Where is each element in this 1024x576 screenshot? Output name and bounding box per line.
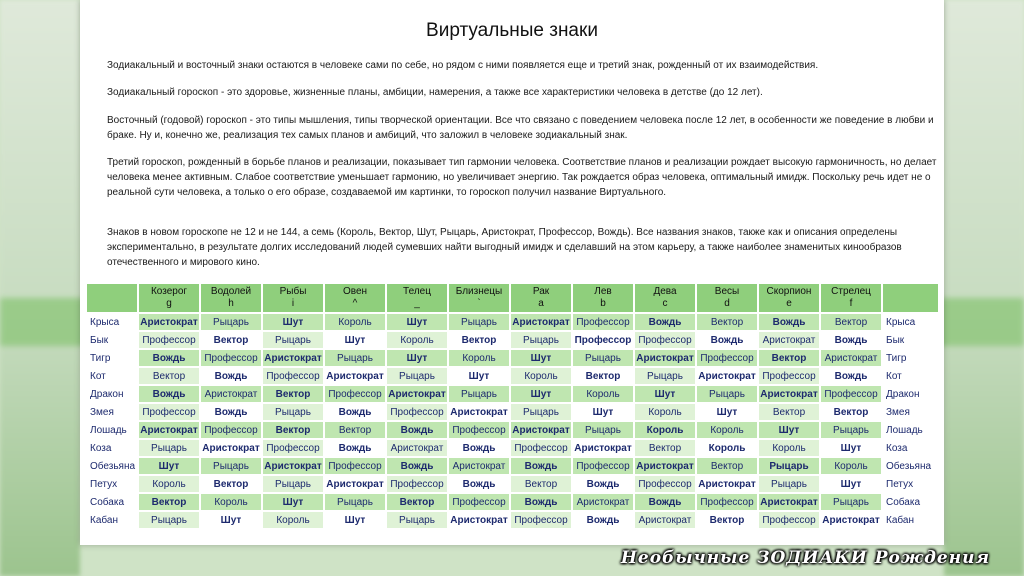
background-right bbox=[944, 0, 1024, 576]
table-cell: Аристократ bbox=[635, 350, 695, 366]
table-cell: Вождь bbox=[697, 332, 757, 348]
column-header bbox=[449, 284, 509, 312]
table-cell: Профессор bbox=[573, 332, 633, 348]
background-left bbox=[0, 0, 80, 576]
paragraph-1: Зодиакальный и восточный знаки остаются в человеке сами по себе, но рядом с ними появляется еще и третий знак, рожденный от их взаимодействия. bbox=[107, 60, 819, 71]
paragraph-4: Третий гороскоп, рожденный в борьбе планов и реализации, показывает тип гармонии человека. Соответствие планов и реализации рождает высокую гармоничность, но делает человека менее активным. Слабое соответствие уменьшает гармонию, но увеличивает энергию. Так рождается образ человека, оптимальный имидж. Поскольку речь идет не о реальной сути человека, а только о его образе, создаваемой им картинки, то гороскоп получил название Виртуального. bbox=[107, 157, 937, 198]
row-label-right: Лошадь bbox=[883, 422, 938, 438]
table-cell: Аристократ bbox=[821, 512, 881, 528]
table-cell: Профессор bbox=[449, 422, 509, 438]
table-cell: Профессор bbox=[449, 494, 509, 510]
table-cell: Профессор bbox=[139, 332, 199, 348]
row-label: Коза bbox=[87, 440, 137, 456]
column-header-symbol: a bbox=[538, 298, 544, 309]
table-cell: Профессор bbox=[697, 350, 757, 366]
table-cell: Шут bbox=[139, 458, 199, 474]
row-label: Змея bbox=[87, 404, 137, 420]
table-cell: Профессор bbox=[263, 440, 323, 456]
table-cell: Король bbox=[325, 314, 385, 330]
column-header-name: Овен bbox=[342, 286, 368, 297]
table-cell: Аристократ bbox=[449, 512, 509, 528]
table-cell: Аристократ bbox=[635, 458, 695, 474]
table-row bbox=[87, 350, 938, 366]
table-cell: Вождь bbox=[511, 458, 571, 474]
row-label-right: Кот bbox=[883, 368, 938, 384]
table-cell: Король bbox=[387, 332, 447, 348]
table-cell: Вектор bbox=[263, 386, 323, 402]
table-cell: Шут bbox=[387, 314, 447, 330]
table-cell: Профессор bbox=[511, 440, 571, 456]
table-cell: Вектор bbox=[573, 368, 633, 384]
table-cell: Аристократ bbox=[201, 386, 261, 402]
table-cell: Аристократ bbox=[511, 314, 571, 330]
table-cell: Шут bbox=[449, 368, 509, 384]
row-label: Кабан bbox=[87, 512, 137, 528]
table-cell: Рыцарь bbox=[387, 512, 447, 528]
table-cell: Профессор bbox=[573, 458, 633, 474]
table-row bbox=[87, 458, 938, 474]
table-cell: Шут bbox=[573, 404, 633, 420]
table-cell: Вектор bbox=[139, 368, 199, 384]
table-cell: Аристократ bbox=[759, 332, 819, 348]
watermark: Необычные ЗОДИАКИ Рождения bbox=[620, 548, 990, 568]
column-header-symbol: b bbox=[600, 298, 606, 309]
row-label-right: Кабан bbox=[883, 512, 938, 528]
column-header-name: Весы bbox=[714, 286, 740, 297]
column-header-symbol: g bbox=[166, 298, 172, 309]
column-header bbox=[325, 284, 385, 312]
table-cell: Профессор bbox=[759, 512, 819, 528]
table-cell: Профессор bbox=[387, 404, 447, 420]
column-header-symbol: e bbox=[786, 298, 792, 309]
table-cell: Аристократ bbox=[511, 422, 571, 438]
table-cell: Рыцарь bbox=[697, 386, 757, 402]
table-cell: Король bbox=[573, 386, 633, 402]
table-row bbox=[87, 404, 938, 420]
table-cell: Вектор bbox=[511, 476, 571, 492]
row-label-right: Собака bbox=[883, 494, 938, 510]
row-label-right: Змея bbox=[883, 404, 938, 420]
column-header-symbol: _ bbox=[414, 298, 420, 309]
table-cell: Профессор bbox=[387, 476, 447, 492]
column-header-name: Стрелец bbox=[831, 286, 871, 297]
column-header-symbol: c bbox=[662, 298, 668, 309]
table-cell: Король bbox=[139, 476, 199, 492]
table-cell: Рыцарь bbox=[201, 314, 261, 330]
table-cell: Вождь bbox=[759, 314, 819, 330]
table-row bbox=[87, 314, 938, 330]
table-cell: Рыцарь bbox=[573, 350, 633, 366]
table-cell: Шут bbox=[325, 332, 385, 348]
column-header bbox=[263, 284, 323, 312]
table-cell: Аристократ bbox=[263, 458, 323, 474]
table-cell: Рыцарь bbox=[573, 422, 633, 438]
table-cell: Аристократ bbox=[759, 386, 819, 402]
table-cell: Шут bbox=[635, 386, 695, 402]
table-cell: Король bbox=[511, 368, 571, 384]
table-cell: Аристократ bbox=[697, 476, 757, 492]
table-cell: Рыцарь bbox=[325, 494, 385, 510]
table-cell: Вектор bbox=[635, 440, 695, 456]
table-cell: Вектор bbox=[697, 314, 757, 330]
table-cell: Вождь bbox=[573, 476, 633, 492]
table-cell: Вождь bbox=[449, 476, 509, 492]
table-cell: Профессор bbox=[821, 386, 881, 402]
table-cell: Вектор bbox=[139, 494, 199, 510]
table-cell: Шут bbox=[821, 476, 881, 492]
column-header bbox=[573, 284, 633, 312]
column-header bbox=[511, 284, 571, 312]
row-label: Кот bbox=[87, 368, 137, 384]
table-cell: Вождь bbox=[821, 332, 881, 348]
table-cell: Рыцарь bbox=[325, 350, 385, 366]
table-cell: Аристократ bbox=[821, 350, 881, 366]
table-cell: Вектор bbox=[697, 458, 757, 474]
column-header-name: Дева bbox=[653, 286, 677, 297]
table-cell: Король bbox=[821, 458, 881, 474]
column-header-name: Близнецы bbox=[455, 286, 503, 297]
row-label: Тигр bbox=[87, 350, 137, 366]
row-label: Обезьяна bbox=[87, 458, 137, 474]
table-cell: Шут bbox=[821, 440, 881, 456]
table-cell: Рыцарь bbox=[449, 314, 509, 330]
table-cell: Вождь bbox=[635, 314, 695, 330]
table-row bbox=[87, 332, 938, 348]
table-cell: Вектор bbox=[821, 314, 881, 330]
table-cell: Рыцарь bbox=[263, 404, 323, 420]
table-cell: Король bbox=[635, 422, 695, 438]
table-cell: Профессор bbox=[511, 512, 571, 528]
table-cell: Вектор bbox=[759, 404, 819, 420]
table-cell: Аристократ bbox=[387, 440, 447, 456]
header-corner-right bbox=[883, 284, 938, 312]
table-cell: Аристократ bbox=[325, 476, 385, 492]
row-label: Лошадь bbox=[87, 422, 137, 438]
table-cell: Рыцарь bbox=[821, 422, 881, 438]
table-cell: Аристократ bbox=[263, 350, 323, 366]
column-header-name: Лев bbox=[594, 286, 612, 297]
table-cell: Рыцарь bbox=[511, 332, 571, 348]
table-cell: Аристократ bbox=[201, 440, 261, 456]
table-cell: Шут bbox=[263, 494, 323, 510]
table-cell: Профессор bbox=[325, 458, 385, 474]
table-cell: Вождь bbox=[635, 494, 695, 510]
table-cell: Профессор bbox=[201, 422, 261, 438]
table-cell: Вектор bbox=[759, 350, 819, 366]
table-cell: Вождь bbox=[387, 422, 447, 438]
table-cell: Профессор bbox=[325, 386, 385, 402]
table-cell: Шут bbox=[387, 350, 447, 366]
table-row bbox=[87, 494, 938, 510]
row-label-right: Тигр bbox=[883, 350, 938, 366]
table-cell: Вектор bbox=[201, 332, 261, 348]
table-cell: Король bbox=[635, 404, 695, 420]
document-sheet bbox=[80, 0, 944, 545]
table-cell: Шут bbox=[511, 386, 571, 402]
table-cell: Король bbox=[697, 440, 757, 456]
table-cell: Вождь bbox=[201, 368, 261, 384]
row-label-right: Коза bbox=[883, 440, 938, 456]
row-label: Бык bbox=[87, 332, 137, 348]
column-header-name: Телец bbox=[403, 286, 431, 297]
table-row bbox=[87, 386, 938, 402]
table-row bbox=[87, 440, 938, 456]
column-header bbox=[635, 284, 695, 312]
table-cell: Аристократ bbox=[449, 458, 509, 474]
column-header-name: Водолей bbox=[210, 286, 252, 297]
table-cell: Вождь bbox=[325, 404, 385, 420]
table-cell: Вождь bbox=[139, 350, 199, 366]
table-cell: Рыцарь bbox=[139, 512, 199, 528]
table-cell: Вождь bbox=[139, 386, 199, 402]
column-header bbox=[759, 284, 819, 312]
row-label-right: Крыса bbox=[883, 314, 938, 330]
column-header bbox=[387, 284, 447, 312]
table-cell: Аристократ bbox=[325, 368, 385, 384]
column-header-symbol: i bbox=[291, 298, 295, 309]
header-corner bbox=[87, 284, 137, 312]
row-label-right: Бык bbox=[883, 332, 938, 348]
table-cell: Вождь bbox=[387, 458, 447, 474]
table-header-row bbox=[87, 284, 938, 312]
table-cell: Аристократ bbox=[387, 386, 447, 402]
table-cell: Король bbox=[449, 350, 509, 366]
table-cell: Аристократ bbox=[449, 404, 509, 420]
row-label: Петух bbox=[87, 476, 137, 492]
table-cell: Профессор bbox=[635, 332, 695, 348]
table-cell: Профессор bbox=[697, 494, 757, 510]
table-cell: Профессор bbox=[263, 368, 323, 384]
table-cell: Шут bbox=[201, 512, 261, 528]
table-cell: Аристократ bbox=[759, 494, 819, 510]
paragraph-5: Знаков в новом гороскопе не 12 и не 144, а семь (Король, Вектор, Шут, Рыцарь, Аристократ, Профессор, Вождь). Все названия знаков, также как и описания определены экспериментально, в результате долгих исследований людей сумевших найти выгодный имидж и сделавший на этом карьеру, а также наиболее знаменитых кинообразов отечественного и мирового кино. bbox=[107, 227, 902, 268]
table-cell: Аристократ bbox=[635, 512, 695, 528]
column-header-name: Козерог bbox=[150, 286, 188, 297]
column-header bbox=[201, 284, 261, 312]
row-label-right: Петух bbox=[883, 476, 938, 492]
table-cell: Шут bbox=[511, 350, 571, 366]
table-cell: Аристократ bbox=[697, 368, 757, 384]
table-cell: Король bbox=[697, 422, 757, 438]
table-cell: Шут bbox=[325, 512, 385, 528]
table-cell: Вождь bbox=[449, 440, 509, 456]
paragraph-2: Зодиакальный гороскоп - это здоровье, жизненные планы, амбиции, намерения, а также все характеристики человека в детстве (до 12 лет). bbox=[107, 87, 763, 98]
table-cell: Профессор bbox=[635, 476, 695, 492]
table-cell: Вектор bbox=[449, 332, 509, 348]
table-cell: Рыцарь bbox=[263, 332, 323, 348]
column-header bbox=[821, 284, 881, 312]
table-cell: Рыцарь bbox=[511, 404, 571, 420]
table-cell: Шут bbox=[759, 422, 819, 438]
table-cell: Рыцарь bbox=[387, 368, 447, 384]
table-row bbox=[87, 422, 938, 438]
column-header-symbol: d bbox=[724, 298, 730, 309]
column-header-name: Рак bbox=[532, 286, 550, 297]
table-cell: Профессор bbox=[139, 404, 199, 420]
column-header-symbol: h bbox=[228, 298, 234, 309]
table-cell: Профессор bbox=[573, 314, 633, 330]
table-cell: Аристократ bbox=[139, 314, 199, 330]
table-cell: Вектор bbox=[201, 476, 261, 492]
row-label-right: Дракон bbox=[883, 386, 938, 402]
table-cell: Вождь bbox=[325, 440, 385, 456]
column-header bbox=[697, 284, 757, 312]
table-cell: Король bbox=[759, 440, 819, 456]
table-cell: Рыцарь bbox=[759, 476, 819, 492]
table-cell: Вектор bbox=[387, 494, 447, 510]
paragraph-3: Восточный (годовой) гороскоп - это типы мышления, типы творческой ориентации. Все что связано с поведением человека после 12 лет, в особенности же поведение в любви и браке. Ну и, конечно же, реализация тех самых планов и амбиций, что заложил в человеке зодиакальный знак. bbox=[107, 115, 934, 141]
table-cell: Аристократ bbox=[573, 494, 633, 510]
table-cell: Вождь bbox=[573, 512, 633, 528]
table-cell: Вектор bbox=[697, 512, 757, 528]
column-header-name: Рыбы bbox=[279, 286, 307, 297]
column-header-symbol: ` bbox=[477, 298, 481, 309]
column-header-name: Скорпион bbox=[766, 286, 812, 297]
table-row bbox=[87, 476, 938, 492]
table-cell: Аристократ bbox=[573, 440, 633, 456]
table-cell: Вождь bbox=[821, 368, 881, 384]
table-cell: Рыцарь bbox=[201, 458, 261, 474]
table-cell: Вождь bbox=[201, 404, 261, 420]
table-cell: Рыцарь bbox=[449, 386, 509, 402]
table-row bbox=[87, 512, 938, 528]
column-header-symbol: f bbox=[849, 298, 853, 309]
table-body bbox=[87, 314, 938, 528]
row-label: Крыса bbox=[87, 314, 137, 330]
row-label: Собака bbox=[87, 494, 137, 510]
row-label: Дракон bbox=[87, 386, 137, 402]
table-cell: Вектор bbox=[821, 404, 881, 420]
table-cell: Профессор bbox=[759, 368, 819, 384]
table-cell: Профессор bbox=[201, 350, 261, 366]
table-cell: Рыцарь bbox=[635, 368, 695, 384]
table-cell: Вектор bbox=[325, 422, 385, 438]
table-cell: Король bbox=[201, 494, 261, 510]
table-cell: Аристократ bbox=[139, 422, 199, 438]
table-cell: Король bbox=[263, 512, 323, 528]
table-cell: Вектор bbox=[263, 422, 323, 438]
table-row bbox=[87, 368, 938, 384]
column-header bbox=[139, 284, 199, 312]
table-cell: Вождь bbox=[511, 494, 571, 510]
table-cell: Шут bbox=[263, 314, 323, 330]
virtual-signs-table bbox=[85, 282, 940, 530]
column-header-symbol: ^ bbox=[352, 298, 358, 309]
table-cell: Рыцарь bbox=[759, 458, 819, 474]
table-cell: Рыцарь bbox=[139, 440, 199, 456]
page-title: Виртуальные знаки bbox=[426, 20, 598, 41]
table-cell: Рыцарь bbox=[821, 494, 881, 510]
row-label-right: Обезьяна bbox=[883, 458, 938, 474]
table-cell: Шут bbox=[697, 404, 757, 420]
table-cell: Рыцарь bbox=[263, 476, 323, 492]
